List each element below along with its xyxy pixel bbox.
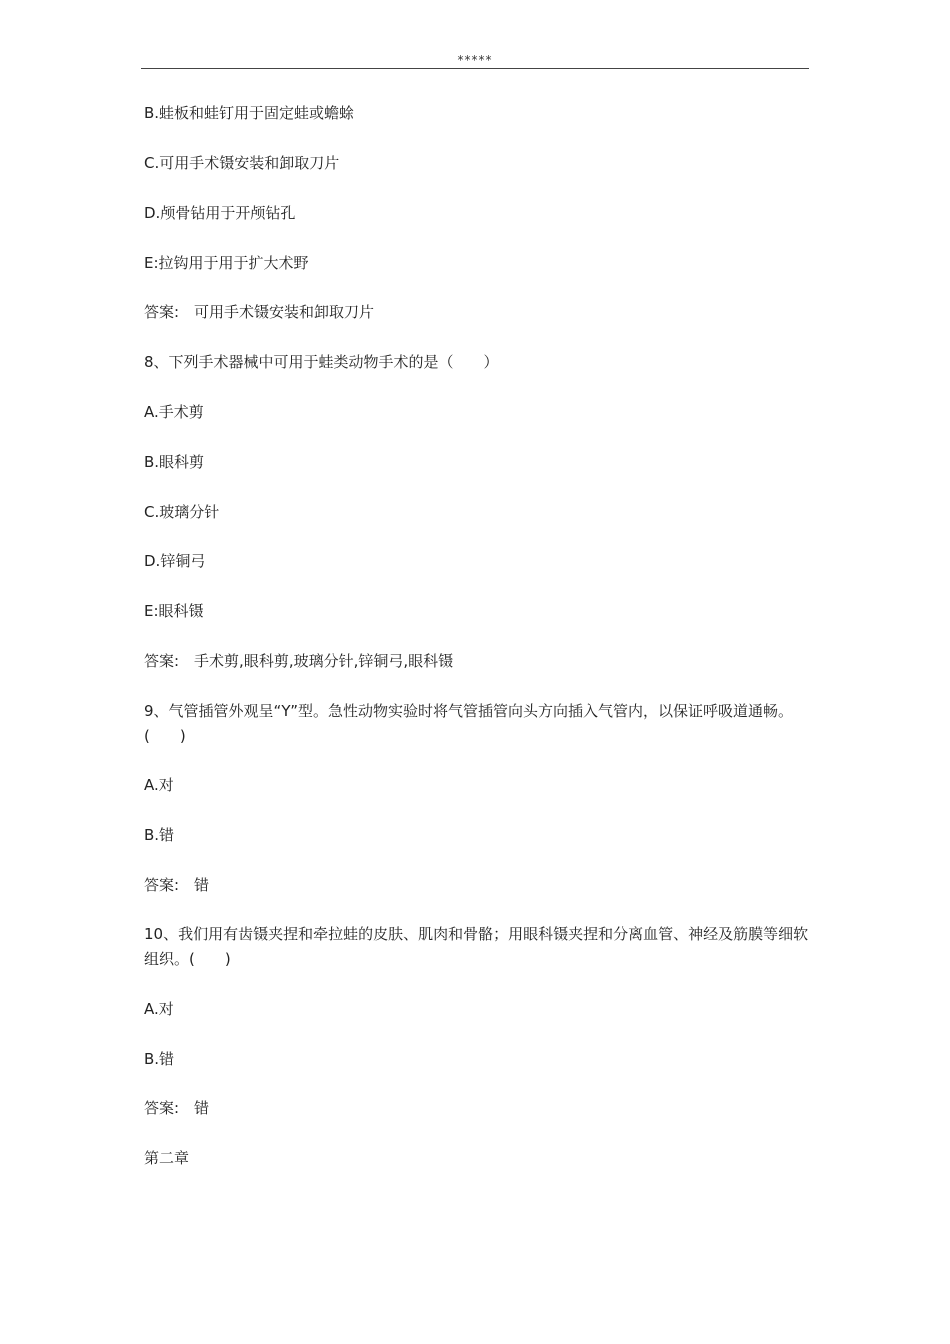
option-c: C.玻璃分针 xyxy=(144,503,220,521)
answer: 答案: 错 xyxy=(144,876,210,894)
option-b: B.眼科剪 xyxy=(144,453,205,471)
header-mark: ***** xyxy=(457,53,493,67)
answer: 答案: 错 xyxy=(144,1099,210,1117)
answer: 答案: 手术剪,眼科剪,玻璃分针,锌铜弓,眼科镊 xyxy=(144,652,454,670)
option-a: A.手术剪 xyxy=(144,403,204,421)
chapter-heading: 第二章 xyxy=(144,1149,190,1167)
question-9: 9、气管插管外观呈“Y”型。急性动物实验时将气管插管向头方向插入气管内，以保证呼吸道通畅。( ) xyxy=(144,702,793,745)
option-a: A.对 xyxy=(144,776,174,794)
option-e: E:眼科镊 xyxy=(144,602,204,620)
option-a: A.对 xyxy=(144,1000,174,1018)
option-d: D.锌铜弓 xyxy=(144,552,206,570)
option-b: B.蛙板和蛙钉用于固定蛙或蟾蜍 xyxy=(144,104,355,122)
option-c: C.可用手术镊安装和卸取刀片 xyxy=(144,154,340,172)
question-10: 10、我们用有齿镊夹捏和牵拉蛙的皮肤、肌肉和骨骼；用眼科镊夹捏和分离血管、神经及筋膜等细软组织。( ) xyxy=(144,925,809,968)
answer: 答案: 可用手术镊安装和卸取刀片 xyxy=(144,303,375,321)
option-e: E:拉钩用于用于扩大术野 xyxy=(144,254,309,272)
question-8: 8、下列手术器械中可用于蛙类动物手术的是（ ） xyxy=(144,353,499,371)
header-divider xyxy=(141,68,809,69)
option-d: D.颅骨钻用于开颅钻孔 xyxy=(144,204,296,222)
option-b: B.错 xyxy=(144,826,175,844)
option-b: B.错 xyxy=(144,1050,175,1068)
